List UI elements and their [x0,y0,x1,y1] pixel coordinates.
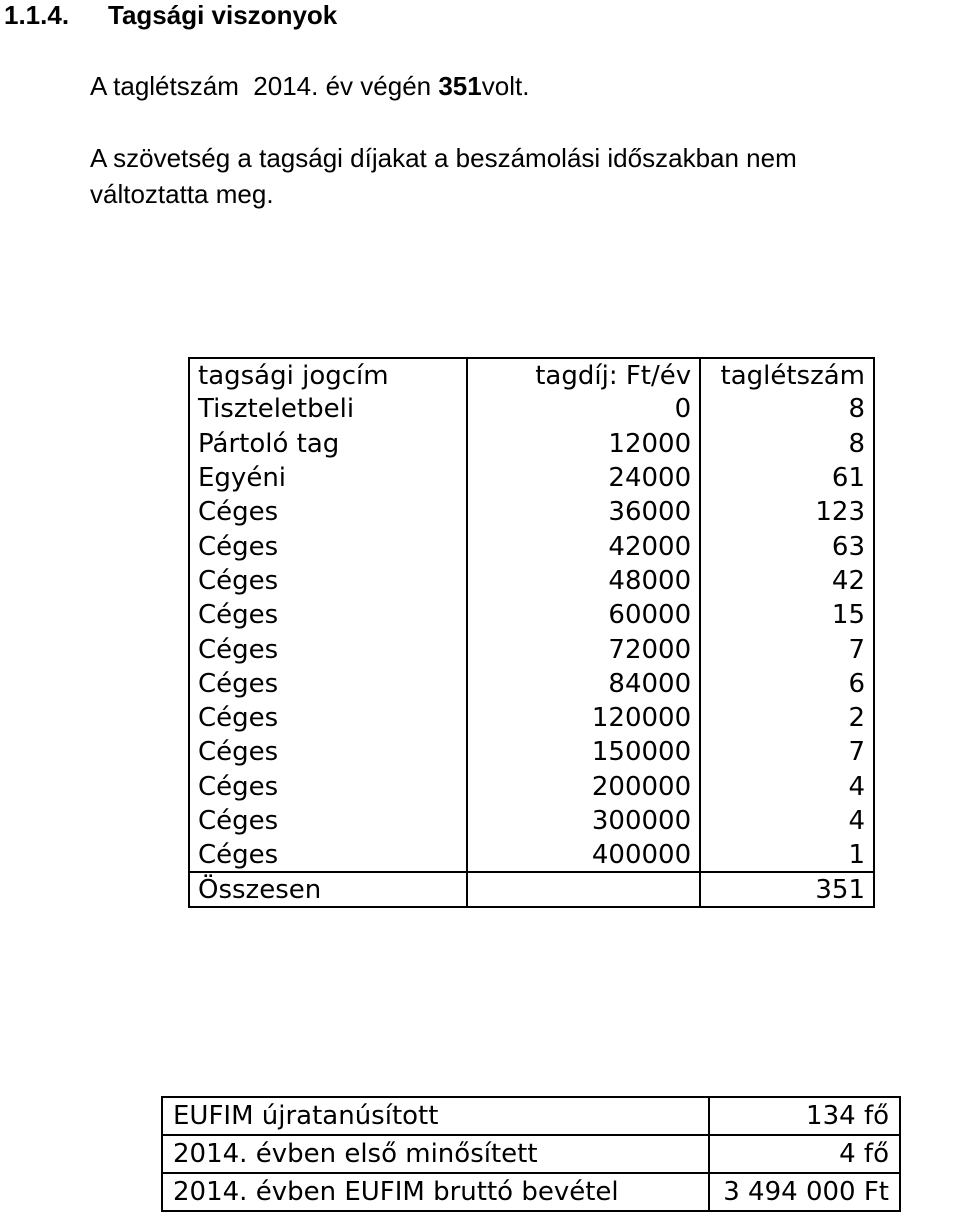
row-count: 61 [700,461,874,495]
summary-row [162,1097,900,1135]
summary-row [162,1173,900,1211]
row-count: 8 [700,392,874,426]
row-count: 42 [700,564,874,598]
row-category: Céges [189,529,467,563]
row-fee: 0 [467,392,700,426]
total-count: 351 [700,872,874,906]
row-category: Céges [189,770,467,804]
row-category: Egyéni [189,461,467,495]
row-category: Céges [189,564,467,598]
row-count: 6 [700,667,874,701]
summary-table [161,1096,901,1212]
table-body [189,392,874,872]
membership-fee-table [188,357,875,908]
row-category: Céges [189,632,467,666]
row-fee: 300000 [467,804,700,838]
fees-paragraph [90,140,797,212]
row-count: 1 [700,838,874,872]
row-fee: 200000 [467,770,700,804]
table-total-row [189,872,874,906]
row-count: 7 [700,735,874,769]
row-count: 123 [700,495,874,529]
row-fee: 42000 [467,529,700,563]
summary-value: 134 fő [709,1097,900,1135]
row-category: Céges [189,838,467,872]
table-row [189,735,874,769]
header-fee: tagdíj: Ft/év [467,358,700,392]
row-fee: 150000 [467,735,700,769]
row-category: Tiszteletbeli [189,392,467,426]
total-fee [467,872,700,906]
summary-row [162,1135,900,1173]
member-count-text-before: A taglétszám 2014. év végén [90,71,439,101]
table-row [189,529,874,563]
summary-value: 3 494 000 Ft [709,1173,900,1211]
member-count-value: 351 [438,71,482,101]
table-row [189,701,874,735]
summary-body [162,1097,900,1211]
table-row [189,804,874,838]
row-category: Céges [189,598,467,632]
row-fee: 48000 [467,564,700,598]
row-fee: 72000 [467,632,700,666]
row-count: 2 [700,701,874,735]
row-category: Céges [189,667,467,701]
row-category: Pártoló tag [189,427,467,461]
row-category: Céges [189,804,467,838]
row-count: 8 [700,427,874,461]
row-count: 4 [700,804,874,838]
section-heading [4,0,337,30]
row-fee: 84000 [467,667,700,701]
row-fee: 120000 [467,701,700,735]
table-row [189,667,874,701]
table-row [189,461,874,495]
row-fee: 36000 [467,495,700,529]
section-title: Tagsági viszonyok [108,0,338,30]
member-count-paragraph [90,68,529,104]
row-count: 15 [700,598,874,632]
row-count: 4 [700,770,874,804]
table-row [189,838,874,872]
table-row [189,495,874,529]
member-count-text-after: volt. [481,71,530,101]
row-count: 7 [700,632,874,666]
table-row [189,564,874,598]
fees-paragraph-line-1: A szövetség a tagsági díjakat a beszámolási időszakban nem [90,143,797,173]
table-row [189,598,874,632]
summary-label: 2014. évben első minősített [162,1135,709,1173]
summary-value: 4 fő [709,1135,900,1173]
row-fee: 24000 [467,461,700,495]
fees-paragraph-line-2: változtatta meg. [90,179,274,209]
row-category: Céges [189,701,467,735]
row-fee: 400000 [467,838,700,872]
table-row [189,427,874,461]
table-row [189,392,874,426]
section-number: 1.1.4. [4,0,70,30]
header-category: tagsági jogcím [189,358,467,392]
row-fee: 60000 [467,598,700,632]
table-header-row [189,358,874,392]
row-fee: 12000 [467,427,700,461]
summary-label: EUFIM újratanúsított [162,1097,709,1135]
row-category: Céges [189,495,467,529]
table-row [189,632,874,666]
total-label: Összesen [189,872,467,906]
row-category: Céges [189,735,467,769]
summary-label: 2014. évben EUFIM bruttó bevétel [162,1173,709,1211]
table-row [189,770,874,804]
header-count: taglétszám [700,358,874,392]
row-count: 63 [700,529,874,563]
